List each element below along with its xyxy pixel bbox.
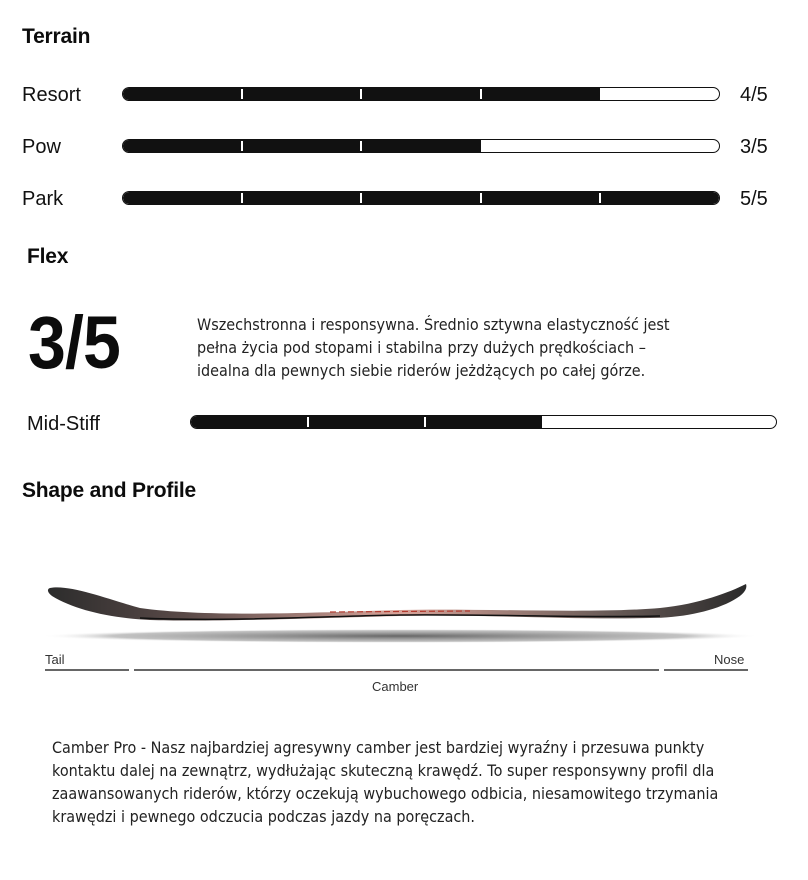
- bar-fill: [123, 140, 481, 152]
- board-profile-image: [30, 570, 770, 650]
- tail-line: [45, 669, 129, 671]
- nose-label: Nose: [714, 652, 745, 667]
- terrain-rating-bar: [122, 87, 720, 101]
- shape-heading: Shape and Profile: [22, 479, 196, 502]
- flex-rating-bar: [190, 415, 777, 429]
- bar-segment-divider: [480, 89, 482, 99]
- bar-segment-divider: [241, 89, 243, 99]
- terrain-score: 4/5: [740, 84, 768, 106]
- bar-segment-divider: [424, 417, 426, 427]
- terrain-score: 3/5: [740, 136, 768, 158]
- bar-segment-divider: [480, 193, 482, 203]
- board-shadow: [40, 629, 760, 643]
- bar-fill: [191, 416, 542, 428]
- flex-heading: Flex: [27, 245, 69, 268]
- terrain-label: Pow: [22, 136, 61, 158]
- tail-label: Tail: [45, 652, 65, 667]
- snowboard-icon: [30, 570, 770, 650]
- flex-description: Wszechstronna i responsywna. Średnio sztywna elastyczność jest pełna życia pod stopami i stabilna przy dużych prędkościach – idealna dla pewnych siebie riderów jeżdżących po całej górze.: [197, 315, 670, 380]
- terrain-heading: Terrain: [22, 25, 91, 48]
- bar-segment-divider: [307, 417, 309, 427]
- nose-line: [664, 669, 748, 671]
- camber-line: [134, 669, 659, 671]
- bar-segment-divider: [241, 141, 243, 151]
- profile-description: Camber Pro - Nasz najbardziej agresywny camber jest bardziej wyraźny i przesuwa punkty kontaktu dalej na zewnątrz, wydłużając skuteczną krawędź. To super responsywny profil dla zaawansowanych riderów, którzy oczekują wybuchowego odbicia, niesamowitego trzymania krawędzi i pewnego odczucia podczas jazdy na poręczach.: [52, 738, 719, 826]
- flex-rating: 3/5: [28, 301, 120, 384]
- bar-segment-divider: [241, 193, 243, 203]
- terrain-rating-bar: [122, 191, 720, 205]
- bar-segment-divider: [360, 193, 362, 203]
- flex-level-label: Mid-Stiff: [27, 413, 100, 435]
- terrain-label: Resort: [22, 84, 81, 106]
- bar-segment-divider: [599, 193, 601, 203]
- camber-label: Camber: [372, 679, 419, 694]
- terrain-label: Park: [22, 188, 64, 210]
- bar-fill: [123, 192, 719, 204]
- bar-segment-divider: [360, 89, 362, 99]
- bar-segment-divider: [360, 141, 362, 151]
- terrain-score: 5/5: [740, 188, 768, 210]
- terrain-rating-bar: [122, 139, 720, 153]
